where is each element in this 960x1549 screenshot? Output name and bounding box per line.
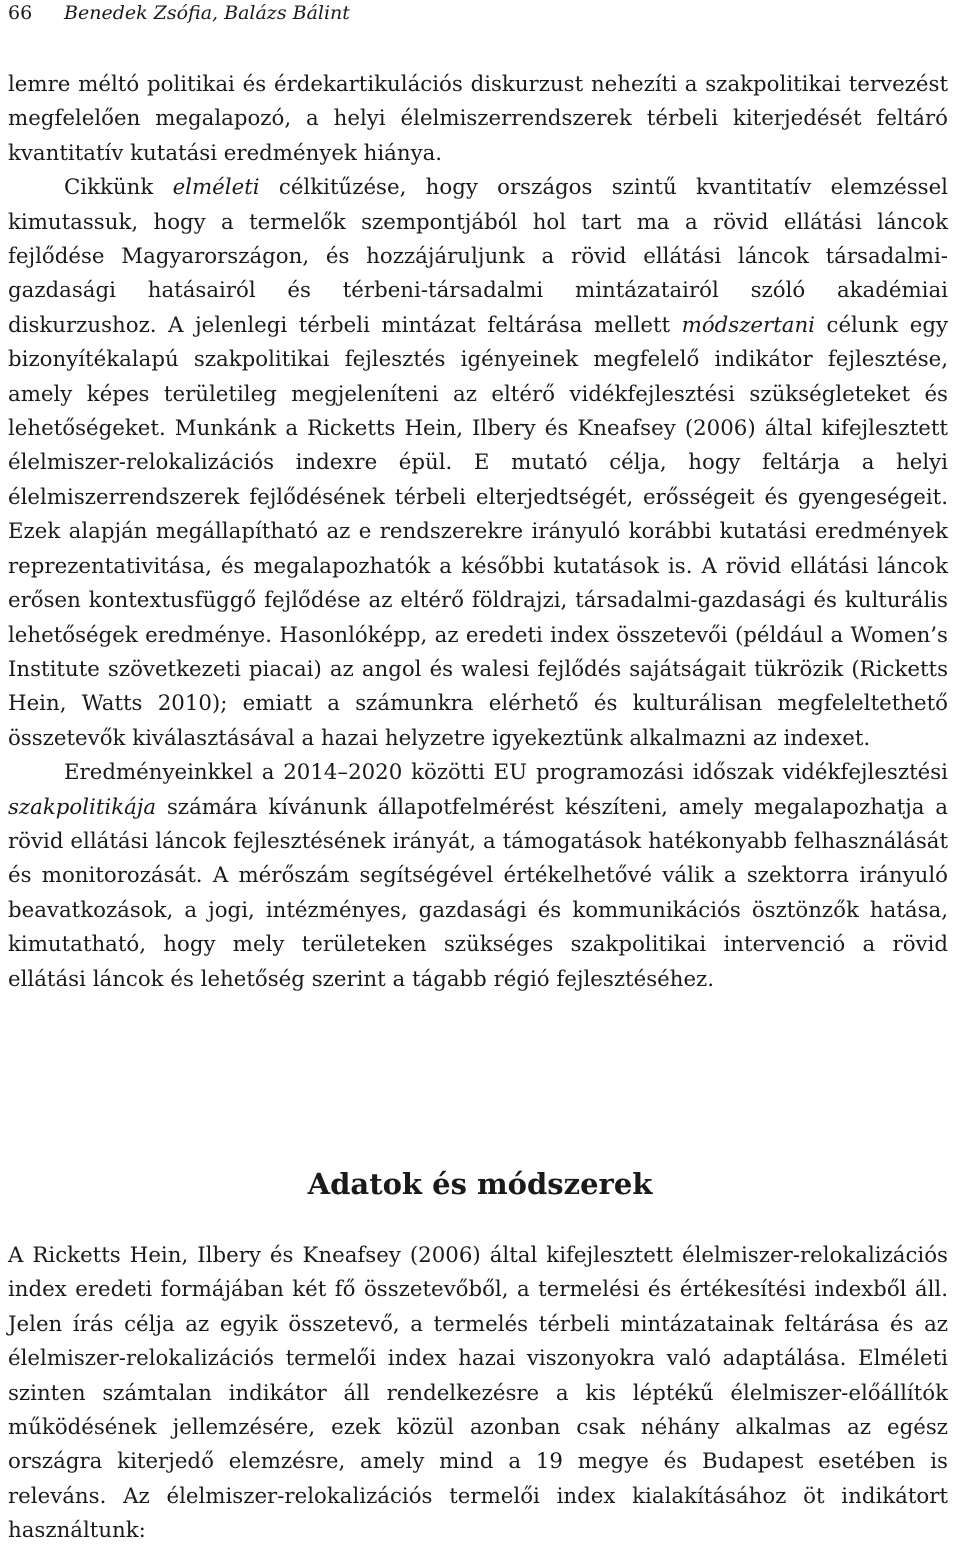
- emphasis-policy: szakpolitikája: [8, 794, 157, 820]
- aims-text-middle: célkitűzése, hogy országos szintű kvantitatív elemzéssel kimutassuk, hogy a termelők szempontjából hol tart ma a rövid ellátási láncok fejlődése Magyarországon, és hozzájáruljunk a rövid ellátási láncok társadalmi-gazdasági hatásairól és térbeni-társadalmi mintázatairól szóló akadémiai diskurzushoz. A jelenlegi térbeli mintázat feltárása mellett: [8, 175, 948, 338]
- results-text-start: Eredményeinkkel a 2014–2020 közötti EU programozási időszak vidékfejlesztési: [64, 760, 948, 786]
- running-head-authors: Benedek Zsófia, Balázs Bálint: [64, 2, 350, 24]
- paragraph-results: [8, 756, 948, 997]
- running-head: [8, 0, 350, 26]
- section-text: [8, 1239, 948, 1549]
- paragraph-aims: [8, 171, 948, 756]
- aims-text-end: célunk egy bizonyítékalapú szakpolitikai fejlesztés igényeinek megfelelő indikátor fejlesztése, amely képes területileg megjeleníteni az eltérő vidékfejlesztési szükségleteket és lehetőségeket. Munkánk a Ricketts Hein, Ilbery és Kneafsey (2006) által kifejlesztett élelmiszer-relokalizációs indexre épül. E mutató célja, hogy feltárja a helyi élelmiszerrendszerek fejlődésének térbeli elterjedtségét, erősségeit és gyengeségeit. Ezek alapján megállapítható az e rendszerekre irányuló korábbi kutatási eredmények reprezentativitása, és megalapozhatók a későbbi kutatások is. A rövid ellátási láncok erősen kontextusfüggő fejlődése az eltérő földrajzi, társadalmi-gazdasági és kulturális lehetőségek eredménye. Hasonlóképp, az eredeti index összetevői (például a Women’s Institute szövetkezeti piacai) az angol és walesi fejlődés sajátságait tükrözik (Ricketts Hein, Watts 2010); emiatt a számunkra elérhető és kulturálisan megfeleltethető összetevők kiválasztásával a hazai helyzetre igyekeztünk alkalmazni az indexet.: [8, 312, 948, 751]
- paragraph-methods: A Ricketts Hein, Ilbery és Kneafsey (2006) által kifejlesztett élelmiszer-relokalizációs index eredeti formájában két fő összetevőből, a termelési és értékesítési indexből áll. Jelen írás célja az egyik összetevő, a termelés térbeli mintázatainak feltárása és az élelmiszer-relokalizációs termelői index hazai viszonyokra való adaptálása. Elméleti szinten számtalan indikátor áll rendelkezésre a kis léptékű élelmiszer-előállítók működésének jellemzésére, ezek közül azonban csak néhány alkalmas az egész országra kiterjedő elemzésre, amely mind a 19 megye és Budapest esetében is releváns. Az élelmiszer-relokalizációs termelői index kialakításához öt indikátort használtunk:: [8, 1243, 948, 1544]
- aims-text-start: Cikkünk: [64, 175, 173, 201]
- results-text-end: számára kívánunk állapotfelmérést készíteni, amely megalapozhatja a rövid ellátási láncok fejlesztésének irányát, a támogatások hatékonyabb felhasználását és monitorozását. A mérőszám segítségével értékelhetővé válik a szektorra irányuló beavatkozások, a jogi, intézményes, gazdasági és kommunikációs ösztönzők hatása, kimutatható, hogy mely területeken szükséges szakpolitikai intervenció a rövid ellátási láncok és lehetőség szerint a tágabb régió fejlesztéséhez.: [8, 794, 948, 992]
- intro-text: [8, 68, 948, 997]
- emphasis-methodological: módszertani: [681, 312, 815, 338]
- emphasis-theoretical: elméleti: [172, 175, 260, 201]
- section-heading: Adatok és módszerek: [307, 1167, 653, 1201]
- page-number: 66: [8, 2, 33, 24]
- paragraph-continued: lemre méltó politikai és érdekartikulációs diskurzust nehezíti a szakpolitikai tervezést megfelelően megalapozó, a helyi élelmiszerrendszerek térbeli kiterjedését feltáró kvantitatív kutatási eredmények hiánya.: [8, 72, 948, 166]
